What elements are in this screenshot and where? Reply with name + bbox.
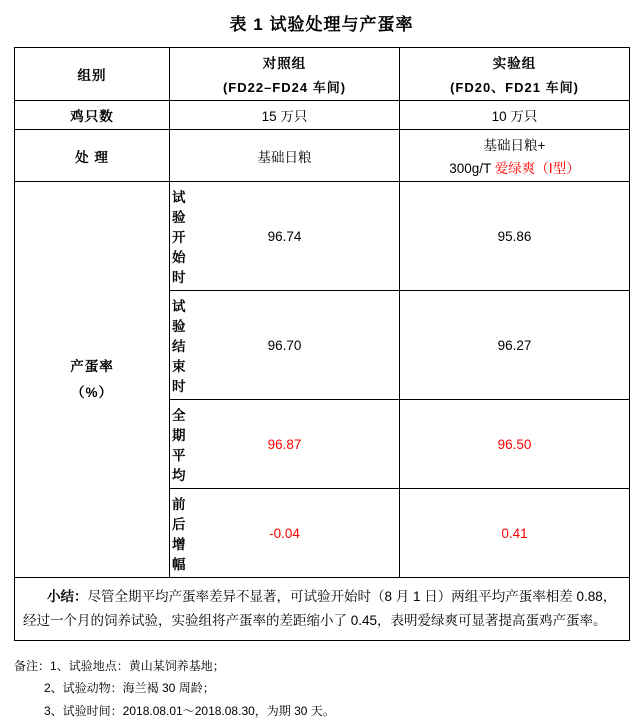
table-row <box>15 130 630 182</box>
summary-cell <box>15 578 630 641</box>
row-group-label-egg-rate <box>15 182 170 578</box>
header-experiment-sub: (FD20、FD21 车间) <box>450 80 579 95</box>
cell-treatment-experiment <box>400 130 630 182</box>
header-control-main: 对照组 <box>262 56 307 71</box>
header-experiment-group <box>400 48 630 101</box>
notes-block <box>14 655 629 722</box>
table-row: 试验结束时 96.70 96.27 <box>15 291 630 400</box>
treatment-dose: 300g/T <box>449 161 495 176</box>
row-label-bird-count: 鸡只数 <box>15 101 170 130</box>
cell-end-experiment: 96.27 <box>400 291 630 400</box>
treatment-product-name: 爱绿爽（Ⅰ型） <box>494 161 580 176</box>
cell-end-control: 96.70 <box>170 291 400 400</box>
table-row: 全期平均 96.87 96.50 <box>15 400 630 489</box>
note-item-2: 2、试验动物：海兰褐 30 周龄； <box>44 681 215 696</box>
egg-rate-label-line1: 产蛋率 <box>70 358 114 374</box>
cell-treatment-control: 基础日粮 <box>170 130 400 182</box>
table-summary-row <box>15 578 630 641</box>
notes-label: 备注： <box>14 659 51 674</box>
summary-text: 尽管全期平均产蛋率差异不显著，可试验开始时（8 月 1 日）两组平均产蛋率相差 0.88，经过一个月的饲养试验，实验组将产蛋率的差距缩小了 0.45，表明爱绿爽可显著提高蛋鸡产蛋率。 <box>23 589 617 628</box>
header-group-label: 组别 <box>15 48 170 101</box>
cell-start-experiment: 95.86 <box>400 182 630 291</box>
treatment-experiment-line1: 基础日粮+ <box>483 138 546 153</box>
cell-average-control: 96.87 <box>170 400 400 489</box>
cell-start-control: 96.74 <box>170 182 400 291</box>
header-control-sub: (FD22–FD24 车间) <box>222 80 347 95</box>
table-row: 前后增幅 -0.04 0.41 <box>15 489 630 578</box>
summary-lead: 小结： <box>47 589 88 604</box>
row-label-treatment: 处 理 <box>15 130 170 182</box>
table-header-row <box>15 48 630 101</box>
cell-bird-count-control: 15 万只 <box>170 101 400 130</box>
note-line <box>14 700 629 722</box>
cell-average-experiment: 96.50 <box>400 400 630 489</box>
note-item-3: 3、试验时间：2018.08.01～2018.08.30，为期 30 天。 <box>44 703 335 718</box>
cell-change-experiment: 0.41 <box>400 489 630 578</box>
note-line <box>14 655 629 677</box>
experiment-table <box>14 47 630 641</box>
table-row: 产蛋率 （%） 试验开始时 96.74 95.86 <box>15 182 630 291</box>
note-line <box>14 677 629 699</box>
note-item-1: 1、试验地点：黄山某饲养基地； <box>50 659 225 674</box>
header-experiment-main: 实验组 <box>492 56 537 71</box>
header-control-group <box>170 48 400 101</box>
page-title: 表 1 试验处理与产蛋率 <box>229 15 414 34</box>
table-row <box>15 101 630 130</box>
egg-rate-label-line2: （%） <box>70 384 113 400</box>
treatment-experiment-line2 <box>402 157 627 177</box>
cell-bird-count-experiment: 10 万只 <box>400 101 630 130</box>
cell-change-control: -0.04 <box>170 489 400 578</box>
